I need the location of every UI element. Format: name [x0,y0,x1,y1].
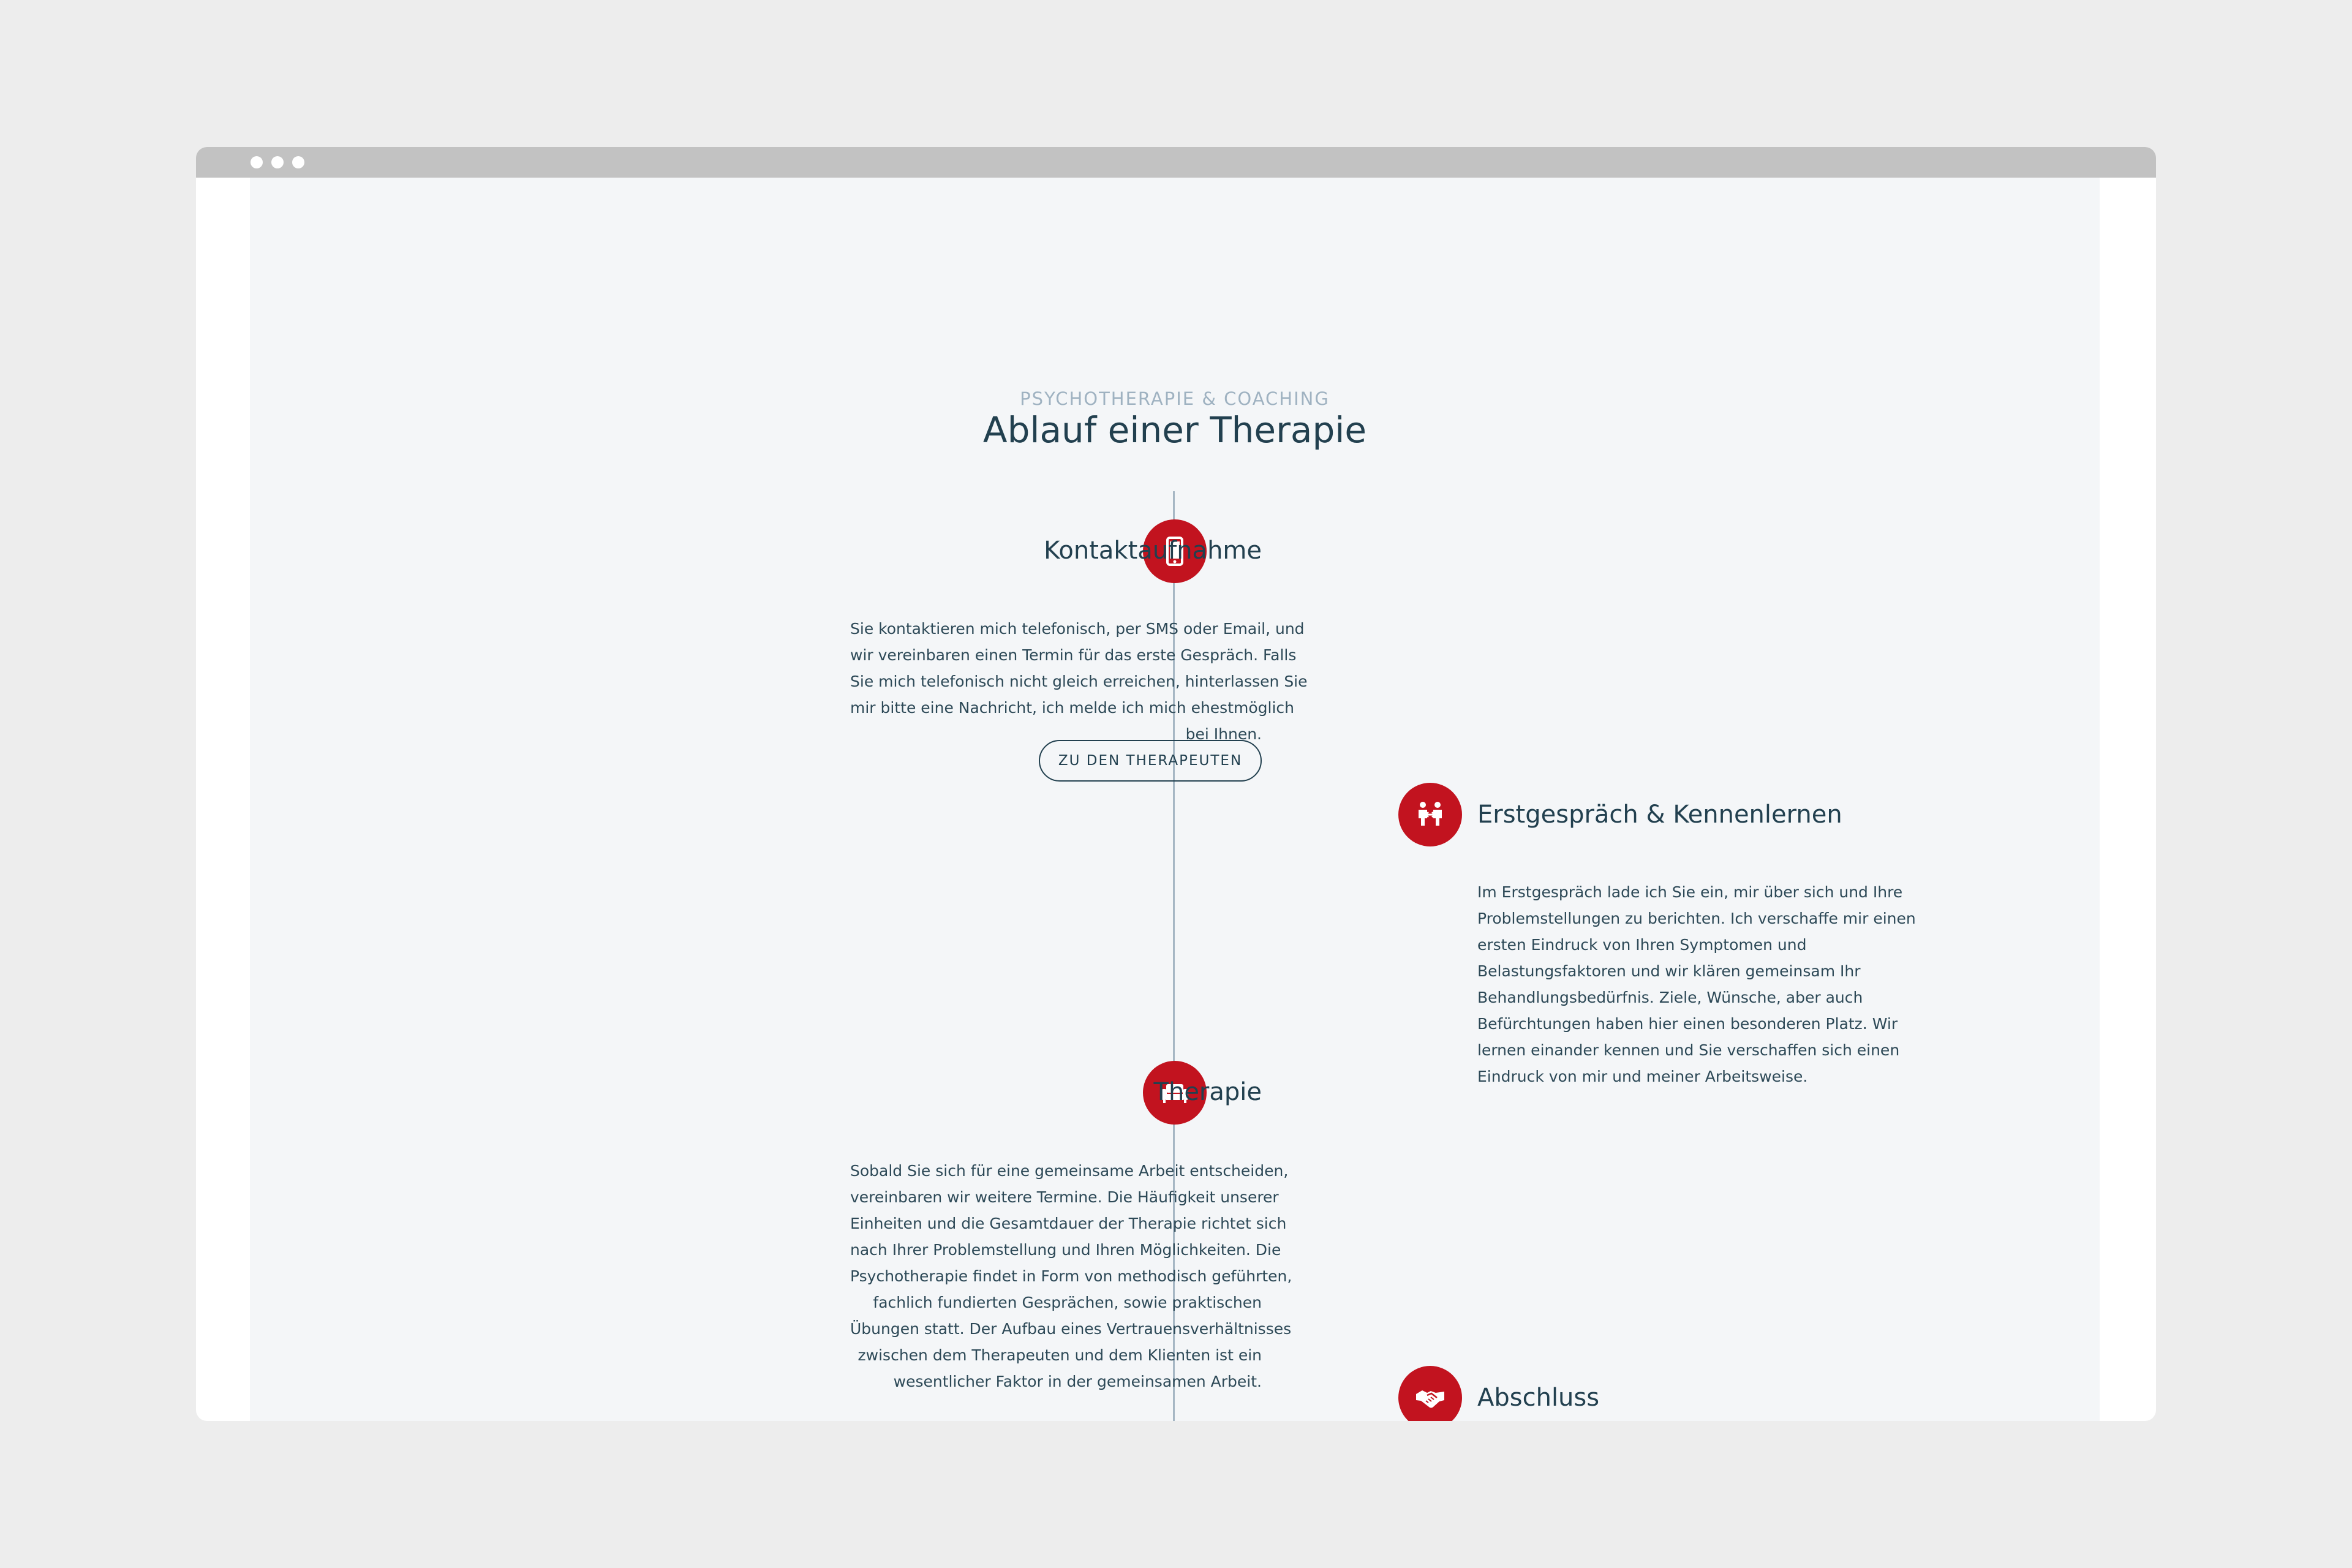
text-line: Behandlungsbedürfnis. Ziele, Wünsche, aber auch [1477,989,1863,1006]
step-text-erstgespraech [1477,879,1967,1090]
text-line: Sie kontaktieren mich telefonisch, per SMS oder Email, und [850,620,1305,638]
step-title-abschluss: Abschluss [1477,1384,1600,1412]
text-line: zwischen dem Therapeuten und dem Klienten ist ein [858,1346,1262,1364]
window-control-dot[interactable] [251,156,263,168]
text-line: bei Ihnen. [1185,725,1262,743]
step-text-kontaktaufnahme [850,616,1308,747]
page-content [250,178,2100,1421]
page-title: Ablauf einer Therapie [982,409,1367,451]
step-title-therapie: Therapie [1153,1078,1262,1106]
text-line: fachlich fundierten Gesprächen, sowie praktischen [873,1294,1262,1311]
text-line: Im Erstgespräch lade ich Sie ein, mir über sich und Ihre [1477,883,1903,901]
text-line: nach Ihrer Problemstellung und Ihren Möglichkeiten. Die [850,1241,1281,1259]
window-control-dot[interactable] [271,156,284,168]
text-line: Belastungsfaktoren und wir klären gemeinsam Ihr [1477,962,1861,980]
text-line: Übungen statt. Der Aufbau eines Vertrauensverhältnisses [850,1320,1292,1338]
step-title-erstgespraech: Erstgespräch & Kennenlernen [1477,801,1842,829]
handshake-icon [1414,1382,1446,1414]
text-line: Eindruck von mir und meiner Arbeitsweise. [1477,1068,1808,1085]
text-line: Psychotherapie findet in Form von methodisch geführten, [850,1267,1292,1285]
text-line: mir bitte eine Nachricht, ich melde ich mich ehestmöglich [850,699,1294,717]
people-meeting-icon [1414,799,1446,831]
text-line: Sobald Sie sich für eine gemeinsame Arbeit entscheiden, [850,1162,1289,1180]
step-title-kontaktaufnahme: Kontaktaufnahme [1044,537,1262,565]
browser-title-bar [196,147,2156,178]
step-text-therapie [850,1158,1292,1395]
step-icon-abschluss [1398,1366,1462,1421]
therapists-button[interactable]: ZU DEN THERAPEUTEN [1039,740,1262,782]
step-icon-erstgespraech [1398,783,1462,846]
window-control-dot[interactable] [292,156,304,168]
text-line: Befürchtungen haben hier einen besonderen Platz. Wir [1477,1015,1898,1033]
text-line: Einheiten und die Gesamtdauer der Therapie richtet sich [850,1215,1287,1232]
text-line: Sie mich telefonisch nicht gleich erreichen, hinterlassen Sie [850,673,1308,690]
text-line: Problemstellungen zu berichten. Ich verschaffe mir einen [1477,910,1916,927]
text-line: vereinbaren wir weitere Termine. Die Häufigkeit unserer [850,1188,1279,1206]
text-line: ersten Eindruck von Ihren Symptomen und [1477,936,1807,954]
browser-window [196,147,2156,1421]
text-line: wesentlicher Faktor in der gemeinsamen Arbeit. [893,1373,1262,1390]
section-eyebrow: PSYCHOTHERAPIE & COACHING [1020,388,1330,409]
text-line: lernen einander kennen und Sie verschaffen sich einen [1477,1041,1900,1059]
text-line: wir vereinbaren einen Termin für das erste Gespräch. Falls [850,646,1297,664]
